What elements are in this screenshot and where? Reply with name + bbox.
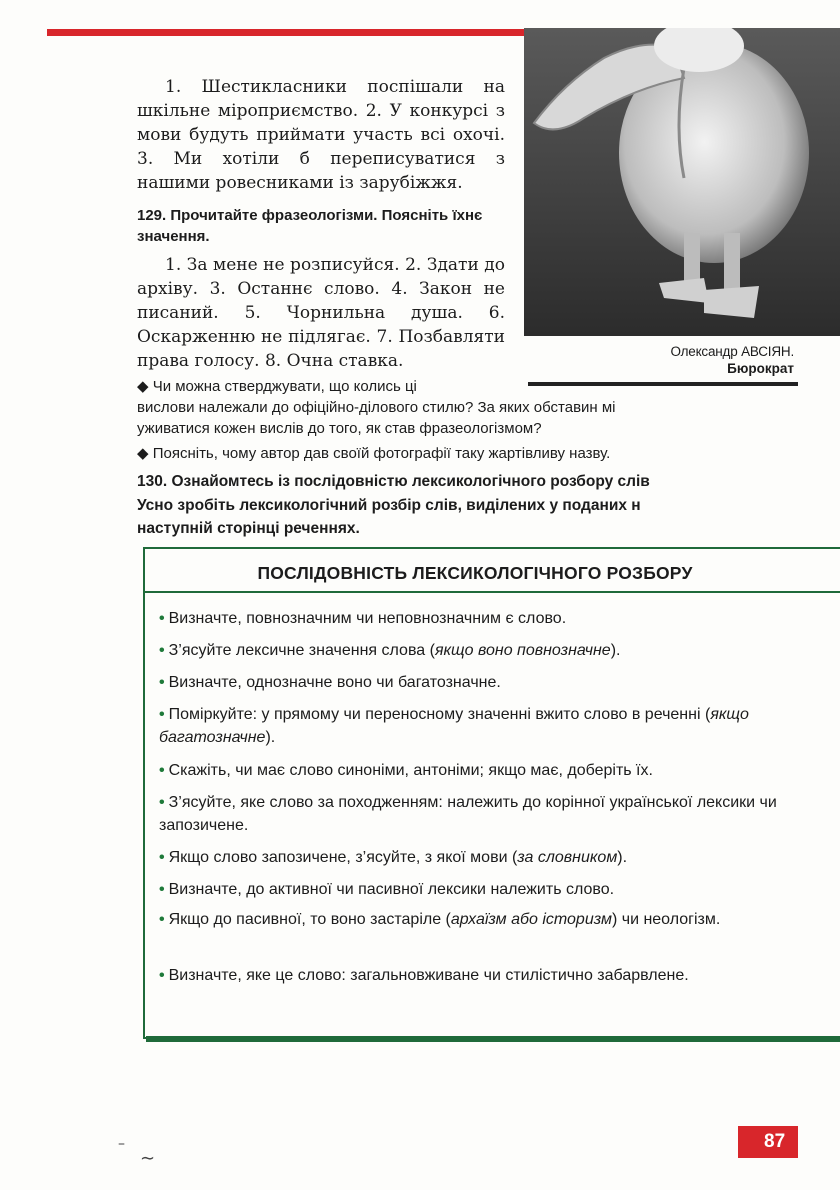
list-item-text: Визначте, однозначне воно чи багатозначне. (168, 674, 501, 691)
list-item (159, 846, 799, 869)
pelican-photo (524, 28, 840, 336)
list-item-text: Визначте, повнозначним чи неповнозначним є слово. (168, 610, 567, 627)
list-item (159, 703, 799, 749)
bullet-icon: • (159, 967, 165, 984)
bullet-icon: • (159, 911, 165, 928)
pelican-photo-icon (524, 28, 840, 336)
bullet-icon: • (159, 762, 165, 779)
diamond-icon: ◆ (137, 445, 153, 462)
question-1-text: Чи можна стверджувати, що колись ці (152, 378, 417, 395)
box-bottom-rule (146, 1036, 840, 1042)
box-title-rule (145, 591, 840, 593)
list-item (159, 878, 799, 901)
list-item-tail: ). (617, 849, 628, 866)
photo-caption (524, 336, 794, 376)
question-2-text: Поясніть, чому автор дав своїй фотографії таку жартівливу назву. (152, 445, 611, 462)
bullet-icon: • (159, 849, 165, 866)
list-item-emphasis: якщо багатозначне (159, 706, 749, 746)
list-item-text: Скажіть, чи має слово синоніми, антоніми; якщо має, доберіть їх. (168, 762, 653, 779)
bullet-icon: • (159, 881, 165, 898)
question-1-line-1 (137, 376, 417, 397)
list-item-tail: ) чи неологізм. (611, 911, 721, 928)
list-item (159, 639, 799, 662)
scribble-mark: – (118, 1136, 125, 1152)
list-item (159, 759, 799, 782)
top-red-bar (47, 29, 527, 36)
list-item-emphasis: архаїзм або історизм (450, 911, 612, 928)
exercise-129-phrases: 1. За мене не розписуйся. 2. Здати до архіву. 3. Останнє слово. 4. Закон не писаний. 5. Чорнильна душа. 6. Оскарженню не підлягає. 7. Позбавляти права голосу. 8. Очна ставка. (137, 255, 505, 371)
diamond-icon: ◆ (137, 378, 153, 395)
photo-author: Олександр АВСІЯН. (670, 344, 794, 359)
list-item (159, 964, 799, 987)
list-item (159, 791, 799, 837)
list-item-emphasis: за словником (517, 849, 618, 866)
list-item (159, 607, 799, 630)
list-item-text: З’ясуйте, яке слово за походженням: належить до корінної української лексики чи запозичене. (159, 794, 777, 834)
scribble-mark: ∼ (140, 1148, 156, 1169)
exercise-130-line-3: наступній сторінці реченнях. (137, 520, 360, 537)
list-item (159, 671, 799, 694)
list-item-text: Якщо слово запозичене, з’ясуйте, з якої мови ( (168, 849, 518, 866)
list-item (159, 908, 799, 931)
list-item-emphasis: якщо воно повнозначне (434, 642, 611, 659)
question-1-line-2: вислови належали до офіційно-ділового стилю? За яких обставин мі (137, 399, 616, 416)
list-item-text: Визначте, яке це слово: загальновживане чи стилістично забарвлене. (168, 967, 689, 984)
photo-title: Бюрократ (727, 361, 794, 376)
page-number: 87 (738, 1126, 798, 1158)
bullet-icon: • (159, 794, 165, 811)
analysis-order-box (143, 547, 840, 1039)
box-title: ПОСЛІДОВНІСТЬ ЛЕКСИКОЛОГІЧНОГО РОЗБОРУ (257, 563, 693, 583)
list-item-text: Якщо до пасивної, то воно застаріле ( (168, 911, 451, 928)
list-item-text: З’ясуйте лексичне значення слова ( (168, 642, 435, 659)
question-2 (137, 443, 610, 464)
exercise-129-heading: 129. Прочитайте фразеологізми. Поясніть їхнє значення. (137, 207, 483, 245)
exercise-130-line-1: 130. Ознайомтесь із послідовністю лексикологічного розбору слів (137, 473, 650, 490)
bullet-icon: • (159, 674, 165, 691)
caption-rule (528, 382, 798, 386)
exercise-128-sentences: 1. Шестикласники поспішали на шкільне міроприємство. 2. У конкурсі з мови будуть приймати участь всі охочі. 3. Ми хотіли б переписуватися з нашими ровесниками із зарубіжжя. (137, 77, 505, 193)
list-item-tail: ). (610, 642, 621, 659)
bullet-icon: • (159, 642, 165, 659)
list-item-text: Поміркуйте: у прямому чи переносному значенні вжито слово в реченні ( (168, 706, 711, 723)
exercise-130-line-2: Усно зробіть лексикологічний розбір слів, виділених у поданих н (137, 497, 641, 514)
bullet-icon: • (159, 706, 165, 723)
list-item-text: Визначте, до активної чи пасивної лексики належить слово. (168, 881, 615, 898)
bullet-icon: • (159, 610, 165, 627)
question-1-line-3: уживатися кожен вислів до того, як став фразеологізмом? (137, 420, 542, 437)
list-item-tail: ). (265, 729, 276, 746)
